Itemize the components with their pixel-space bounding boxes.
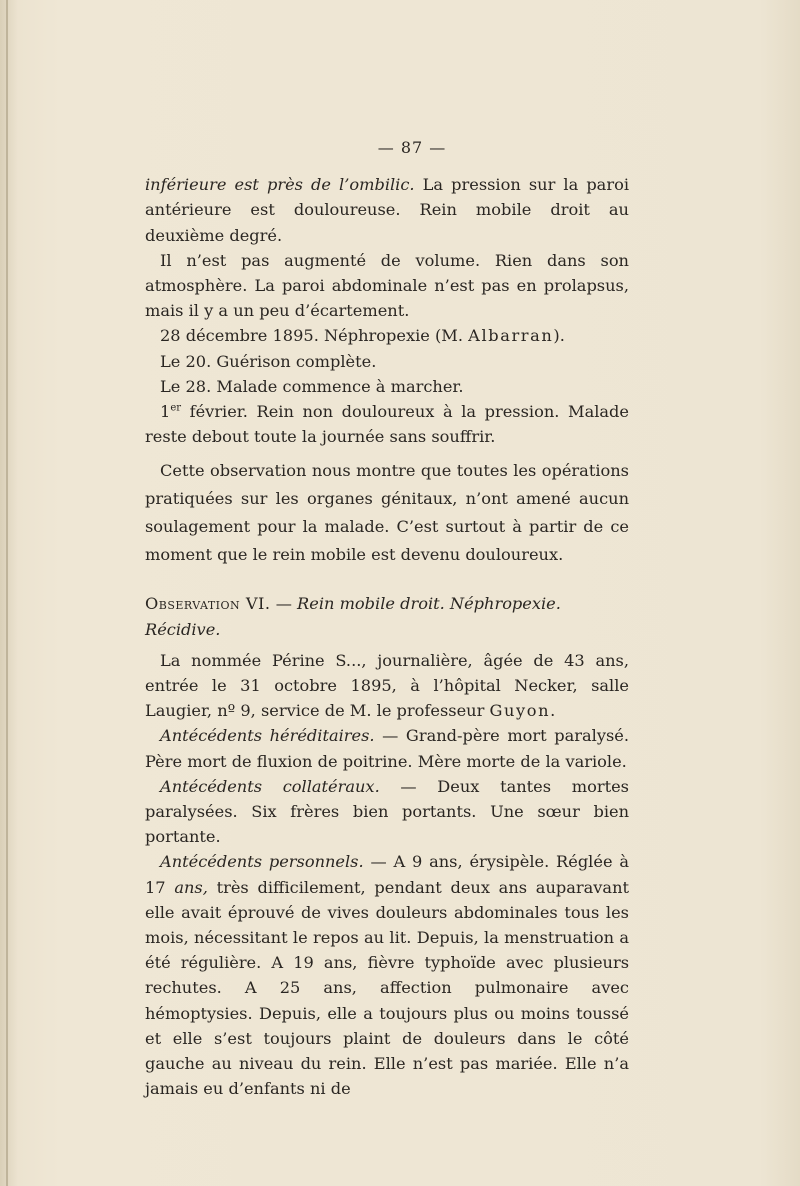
observation-title: Rein mobile droit. Néphropexie. Récidive. — [145, 594, 561, 639]
paragraph-text: — Deux tantes mortes paralysées. Six frères bien portants. Une sœur bien portante. — [145, 776, 629, 847]
page-edge — [6, 0, 8, 1186]
section-label: Antécédents personnels. — [160, 852, 364, 872]
professor-name: Guyon — [489, 701, 551, 721]
ordinal-suffix: er — [170, 402, 182, 414]
italic-word: ans, — [174, 877, 208, 897]
section-label: Antécédents héréditaires. — [160, 726, 375, 746]
italic-phrase: inférieure est près de l’ombilic. — [145, 175, 415, 195]
paragraph-text: La pression sur la paroi antérieure est douloureuse. Rein mobile droit au deuxième degré. — [145, 175, 629, 245]
observation-label: Observation VI. — [145, 594, 271, 614]
paragraph-1 — [145, 172, 629, 248]
observation-heading — [145, 591, 629, 641]
paragraph-9 — [145, 723, 629, 773]
heading-dash: — — [270, 594, 298, 614]
paragraph-8 — [145, 648, 629, 724]
section-label: Antécédents collatéraux. — [160, 776, 380, 796]
paragraph-10 — [145, 774, 629, 850]
paragraph-11 — [145, 849, 629, 1101]
paragraph-text: . — [550, 701, 556, 721]
paragraph-5: Le 28. Malade commence à marcher. — [160, 376, 464, 396]
day-number: 1 — [160, 402, 171, 422]
paragraph-7: Cette observation nous montre que toutes les opérations pratiquées sur les organes génitaux, n’ont amené aucun soulagement pour la malade. C’est surtout à partir de ce moment que le rein mobile est devenu douloureux. — [145, 461, 629, 565]
paragraph-3 — [145, 323, 629, 348]
paragraph-text: La nommée Périne S..., journalière, âgée de 43 ans, entrée le 31 octobre 1895, à l’hôpital Necker, salle Laugier, nº 9, service de M. le professeur — [145, 650, 629, 721]
surgeon-name: Albarran — [468, 326, 554, 346]
page-text — [145, 135, 629, 1102]
paragraph-text: ). — [553, 326, 565, 346]
paragraph-2: Il n’est pas augmenté de volume. Rien dans son atmosphère. La paroi abdominale n’est pas en prolapsus, mais il y a un peu d’écartement. — [145, 250, 629, 321]
paragraph-text: très difficilement, pendant deux ans auparavant elle avait éprouvé de vives douleurs abdominales tous les mois, nécessitant le repos au lit. Depuis, la menstruation a été régulière. A 19 ans, fièvre typhoïde avec plusieurs rechutes. A 25 ans, affection pulmonaire avec hémoptysies. Depuis, elle a toujours plus ou moins toussé et elle s’est toujours plaint de douleurs dans le côté gauche au niveau du rein. Elle n’est pas mariée. Elle n’a jamais eu d’enfants ni de — [145, 877, 630, 1099]
paragraph-text: février. Rein non douloureux à la pression. Malade reste debout toute la journée sans souffrir. — [145, 402, 629, 447]
paragraph-6 — [145, 399, 629, 449]
page-number: — 87 — — [377, 138, 447, 157]
paragraph-4: Le 20. Guérison complète. — [160, 351, 377, 371]
paragraph-text: — A 9 ans, érysipèle. Réglée à 17 — [145, 852, 629, 897]
paragraph-text: — Grand-père mort paralysé. Père mort de fluxion de poitrine. Mère morte de la variole. — [145, 726, 630, 771]
paragraph-text: 28 décembre 1895. Néphropexie (M. — [160, 326, 469, 346]
